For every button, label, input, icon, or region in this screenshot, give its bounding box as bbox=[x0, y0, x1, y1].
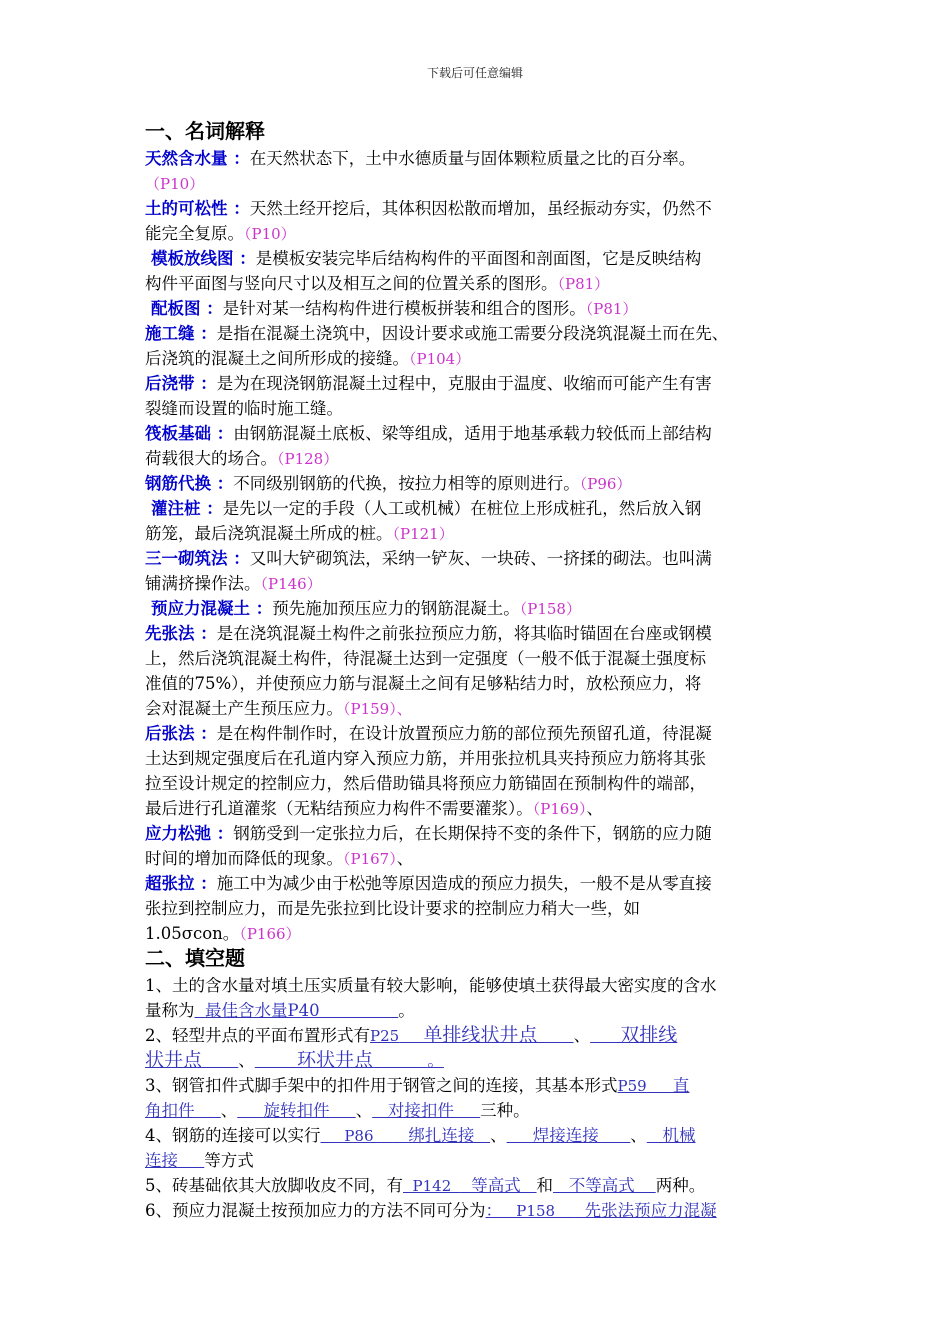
definition: 是指在混凝土浇筑中，因设计要求或施工需要分段浇筑混凝土而在先、 bbox=[216, 324, 729, 343]
answer-blank: 最佳含水量P40 bbox=[194, 1001, 399, 1020]
page-ref: （P159）、 bbox=[343, 700, 412, 718]
page-ref: P86 bbox=[320, 1127, 393, 1145]
definition: 施工中为减少由于松弛等原因造成的预应力损失，一般不是从零直接 bbox=[216, 874, 712, 893]
separator: 、 bbox=[630, 1126, 647, 1145]
term: 模板放线图 ： bbox=[151, 249, 256, 268]
definition: 是模板安装完毕后结构构件的平面图和剖面图，它是反映结构 bbox=[255, 249, 702, 268]
page-ref: （P121） bbox=[392, 525, 454, 543]
page-ref: （P158） bbox=[519, 600, 581, 618]
item-line bbox=[145, 496, 811, 521]
separator: 、 bbox=[238, 1051, 255, 1070]
item-line bbox=[145, 846, 811, 871]
item-line bbox=[145, 221, 811, 246]
definition: 土达到规定强度后在孔道内穿入预应力筋，并用张拉机具夹持预应力筋将其张 bbox=[145, 749, 706, 768]
question-line bbox=[145, 1123, 811, 1148]
item-line bbox=[145, 371, 811, 396]
term: 先张法 ： bbox=[145, 624, 217, 643]
end-mark: 。 bbox=[427, 1051, 444, 1070]
question-line bbox=[145, 1048, 811, 1073]
item-line bbox=[145, 421, 811, 446]
document-body bbox=[145, 119, 811, 1223]
question-line bbox=[145, 1073, 811, 1098]
definition: 1.05σcon。 bbox=[145, 924, 240, 943]
item-line bbox=[145, 546, 811, 571]
definition: 裂缝而设置的临时施工缝。 bbox=[145, 399, 343, 418]
item-line bbox=[145, 771, 811, 796]
item-line bbox=[145, 171, 811, 196]
answer-blank: 等高式 bbox=[460, 1176, 537, 1195]
definition: 是在构件制作时，在设计放置预应力筋的部位预先预留孔道，待混凝 bbox=[216, 724, 712, 743]
definition: 在天然状态下，土中水德质量与固体颗粒质量之比的百分率。 bbox=[249, 149, 696, 168]
item-line bbox=[145, 696, 811, 721]
definition: 最后进行孔道灌浆（无粘结预应力构件不需要灌浆）。 bbox=[145, 799, 533, 818]
answer-blank: 绑扎连接 bbox=[392, 1126, 491, 1145]
page-ref: P25 bbox=[370, 1027, 400, 1045]
question-text: 等方式 bbox=[204, 1151, 254, 1170]
answer-blank: 连接 bbox=[145, 1151, 205, 1170]
item-line bbox=[145, 796, 811, 821]
term: 筏板基础 ： bbox=[145, 424, 234, 443]
answer-blank: 对接扣件 bbox=[372, 1101, 481, 1120]
definition: 能完全复原。 bbox=[145, 224, 244, 243]
definition: 后浇筑的混凝土之间所形成的接缝。 bbox=[145, 349, 409, 368]
question-text: 和 bbox=[536, 1176, 554, 1195]
page-ref: （P81） bbox=[585, 300, 638, 318]
question-text: 量称为 bbox=[145, 1001, 195, 1020]
definition: 天然土经开挖后，其体积因松散而增加，虽经振动夯实，仍然不 bbox=[249, 199, 712, 218]
definition: 铺满挤操作法。 bbox=[145, 574, 261, 593]
definition: 筋笼，最后浇筑混凝土所成的桩。 bbox=[145, 524, 393, 543]
item-line bbox=[145, 521, 811, 546]
term: 土的可松性 ： bbox=[145, 199, 250, 218]
question-text: 3、钢管扣件式脚手架中的扣件用于钢管之间的连接，其基本形式 bbox=[145, 1076, 618, 1095]
answer-blank: 直 bbox=[646, 1076, 690, 1095]
term: 灌注桩 ： bbox=[151, 499, 223, 518]
page-ref: （P128） bbox=[277, 450, 339, 468]
separator: 、 bbox=[573, 1026, 591, 1045]
question-line bbox=[145, 1023, 811, 1048]
item-line bbox=[145, 246, 811, 271]
item-line bbox=[145, 471, 811, 496]
item-line bbox=[145, 346, 811, 371]
question-text: 1、土的含水量对填土压实质量有较大影响，能够使填土获得最大密实度的含水 bbox=[145, 976, 717, 995]
definition: 时间的增加而降低的现象。 bbox=[145, 849, 343, 868]
definition: 是在浇筑混凝土构件之前张拉预应力筋，将其临时锚固在台座或钢模 bbox=[216, 624, 712, 643]
page-ref: （P96） bbox=[579, 475, 632, 493]
answer-blank: 状井点 bbox=[145, 1049, 239, 1071]
page-ref: （P10） bbox=[244, 225, 296, 243]
definition: 是先以一定的手段（人工或机械）在桩位上形成桩孔，然后放入钢 bbox=[222, 499, 702, 518]
question-line bbox=[145, 973, 811, 998]
page-ref: P158 bbox=[502, 1202, 575, 1220]
question-text: 6、预应力混凝土按预加应力的方法不同可分为 bbox=[145, 1201, 486, 1220]
item-line bbox=[145, 671, 811, 696]
item-line bbox=[145, 596, 811, 621]
trailing-mark: 、 bbox=[586, 799, 603, 818]
item-line bbox=[145, 871, 811, 896]
definition: 荷载很大的场合。 bbox=[145, 449, 277, 468]
term: 施工缝 ： bbox=[145, 324, 217, 343]
definition: 构件平面图与竖向尺寸以及相互之间的位置关系的图形。 bbox=[145, 274, 558, 293]
item-line bbox=[145, 896, 811, 921]
definition: 预先施加预压应力的钢筋混凝土。 bbox=[272, 599, 520, 618]
definition: 会对混凝土产生预压应力。 bbox=[145, 699, 343, 718]
answer-blank: 环状井点 bbox=[254, 1049, 428, 1071]
header-note: 下载后可任意编辑 bbox=[426, 66, 523, 80]
section1-title: 一、名词解释 bbox=[145, 119, 265, 143]
page-ref: （P81） bbox=[557, 275, 610, 293]
item-line bbox=[145, 446, 811, 471]
term: 钢筋代换 ： bbox=[145, 474, 234, 493]
page-ref: （P169） bbox=[532, 800, 587, 818]
separator: 、 bbox=[355, 1101, 373, 1120]
answer-blank: 焊接连接 bbox=[506, 1126, 631, 1145]
question-text: 4、钢筋的连接可以实行 bbox=[145, 1126, 321, 1145]
question-text: 2、轻型井点的平面布置形式有 bbox=[145, 1026, 370, 1045]
term: 三一砌筑法 ： bbox=[145, 549, 250, 568]
trailing-mark: 、 bbox=[396, 849, 414, 868]
definition: 上，然后浇筑混凝土构件，待混凝土达到一定强度（一般不低于混凝土强度标 bbox=[145, 649, 706, 668]
item-line bbox=[145, 571, 811, 596]
question-line bbox=[145, 1098, 811, 1123]
term: 预应力混凝土 ： bbox=[151, 599, 273, 618]
definition: 钢筋受到一定张拉力后，在长期保持不变的条件下，钢筋的应力随 bbox=[233, 824, 712, 843]
page-ref: P59 bbox=[617, 1077, 647, 1095]
answer-blank: 双排线 bbox=[590, 1024, 678, 1046]
item-line bbox=[145, 821, 811, 846]
answer-blank: 角扣件 bbox=[145, 1101, 221, 1120]
item-line bbox=[145, 921, 811, 946]
page-ref: （P166） bbox=[239, 925, 301, 943]
definition: 张拉到控制应力，而是先张拉到比设计要求的控制应力稍大一些，如 bbox=[145, 899, 640, 918]
page-ref: P142 bbox=[403, 1177, 461, 1195]
page-ref: （P167） bbox=[343, 850, 397, 868]
definition: 由钢筋混凝土底板、梁等组成，适用于地基承载力较低而上部结构 bbox=[233, 424, 712, 443]
item-line bbox=[145, 296, 811, 321]
page-ref: （P146） bbox=[260, 575, 322, 593]
term: 配板图 ： bbox=[151, 299, 223, 318]
definition: 拉至设计规定的控制应力，然后借助锚具将预应力筋锚固在预制构件的端部， bbox=[145, 774, 706, 793]
separator: 、 bbox=[490, 1126, 507, 1145]
definition: 又叫大铲砌筑法，采纳一铲灰、一块砖、一挤揉的砌法。也叫满 bbox=[249, 549, 712, 568]
answer-blank: 先张法预应力混凝 bbox=[574, 1201, 717, 1220]
item-line bbox=[145, 321, 811, 346]
item-line bbox=[145, 146, 811, 171]
colon-mark: ： bbox=[485, 1201, 502, 1220]
term: 天然含水量 ： bbox=[145, 149, 250, 168]
item-line bbox=[145, 746, 811, 771]
question-line bbox=[145, 1148, 811, 1173]
section2-title: 二、填空题 bbox=[145, 946, 245, 970]
term: 超张拉 ： bbox=[145, 874, 217, 893]
definition: 准值的75%），并使预应力筋与混凝土之间有足够粘结力时，放松预应力，将 bbox=[145, 674, 702, 693]
definition: 是针对某一结构构件进行模板拼装和组合的图形。 bbox=[222, 299, 586, 318]
answer-blank: 单排线状井点 bbox=[399, 1024, 574, 1046]
question-line bbox=[145, 998, 811, 1023]
item-line bbox=[145, 721, 811, 746]
question-text: 两种。 bbox=[655, 1176, 706, 1195]
question-text: 三种。 bbox=[480, 1101, 530, 1120]
term: 应力松弛 ： bbox=[145, 824, 234, 843]
item-line bbox=[145, 271, 811, 296]
question-text: 。 bbox=[398, 1001, 415, 1020]
question-text: 5、砖基础依其大放脚收皮不同，有 bbox=[145, 1176, 403, 1195]
answer-blank: 旋转扣件 bbox=[237, 1101, 356, 1120]
item-line bbox=[145, 621, 811, 646]
answer-blank: 机械 bbox=[646, 1126, 696, 1145]
item-line bbox=[145, 196, 811, 221]
answer-blank: 不等高式 bbox=[553, 1176, 656, 1195]
page-ref: （P10） bbox=[145, 175, 205, 193]
item-line bbox=[145, 646, 811, 671]
question-line bbox=[145, 1173, 811, 1198]
term: 后张法 ： bbox=[145, 724, 217, 743]
separator: 、 bbox=[220, 1101, 238, 1120]
item-line bbox=[145, 396, 811, 421]
definition: 不同级别钢筋的代换，按拉力相等的原则进行。 bbox=[233, 474, 580, 493]
question-line bbox=[145, 1198, 811, 1223]
page-ref: （P104） bbox=[409, 350, 471, 368]
term: 后浇带 ： bbox=[145, 374, 217, 393]
definition: 是为在现浇钢筋混凝土过程中，克服由于温度、收缩而可能产生有害 bbox=[216, 374, 712, 393]
